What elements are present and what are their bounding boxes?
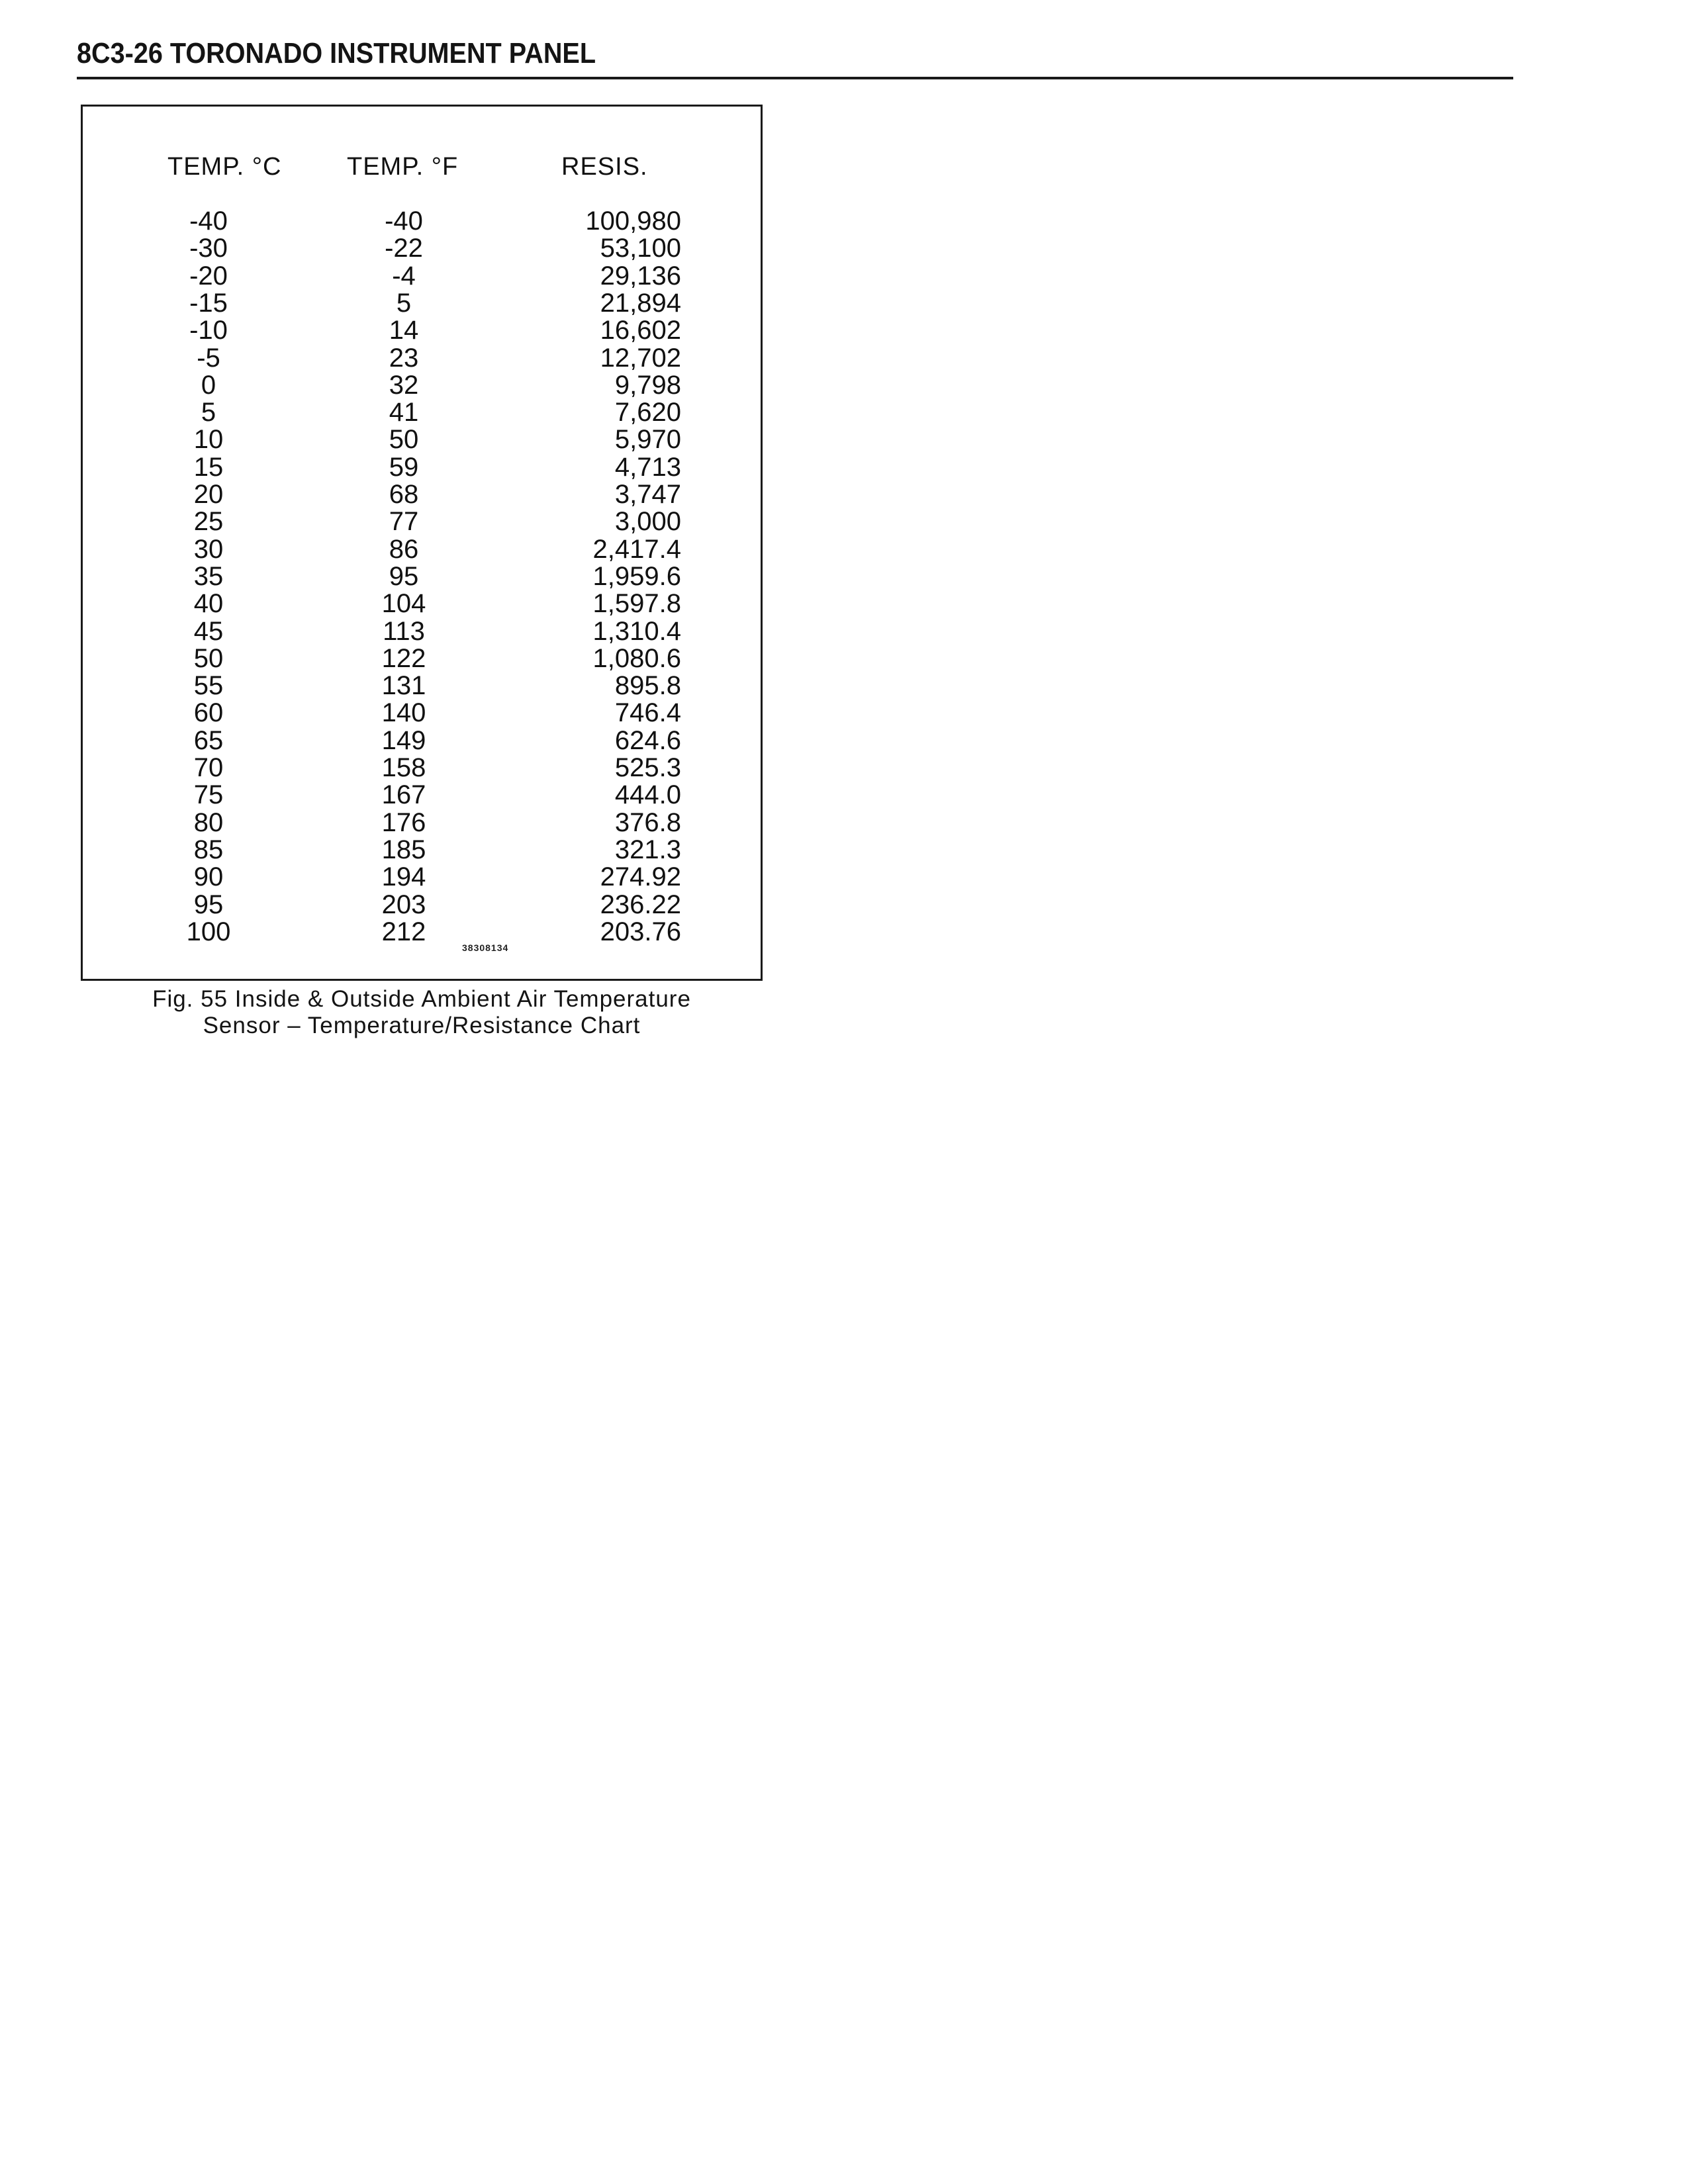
cell-temp-f: 95	[389, 561, 419, 591]
temperature-resistance-table	[81, 105, 763, 981]
column-headers	[83, 153, 761, 181]
table-row	[83, 809, 761, 837]
cell-temp-c: 65	[193, 725, 224, 755]
cell-temp-f: 131	[381, 671, 426, 701]
cell-resistance: 895.8	[614, 671, 681, 701]
caption-line-2: Sensor – Temperature/Resistance Chart	[203, 1013, 641, 1038]
table-row	[83, 453, 761, 481]
table-row	[83, 316, 761, 344]
cell-temp-c: 40	[193, 589, 224, 619]
cell-temp-c: -30	[189, 234, 228, 263]
cell-resistance: 9,798	[614, 370, 681, 400]
table-row	[83, 508, 761, 535]
table-row	[83, 262, 761, 290]
cell-resistance: 1,310.4	[592, 616, 681, 646]
cell-temp-c: 15	[193, 452, 224, 482]
cell-temp-f: 176	[381, 807, 426, 837]
cell-temp-f: 68	[389, 480, 419, 509]
table-row	[83, 836, 761, 864]
cell-temp-c: 0	[201, 370, 216, 400]
cell-resistance: 444.0	[614, 780, 681, 810]
cell-temp-f: 140	[381, 698, 426, 728]
cell-temp-c: 80	[193, 807, 224, 837]
cell-resistance: 274.92	[600, 862, 681, 892]
cell-temp-f: 50	[389, 425, 419, 455]
cell-temp-c: -5	[197, 343, 220, 373]
cell-temp-c: -10	[189, 316, 228, 345]
cell-resistance: 7,620	[614, 398, 681, 428]
cell-temp-c: 55	[193, 671, 224, 701]
cell-temp-f: 185	[381, 835, 426, 864]
cell-resistance: 2,417.4	[592, 534, 681, 564]
cell-resistance: 624.6	[614, 725, 681, 755]
table-row	[83, 863, 761, 891]
cell-temp-f: 194	[381, 862, 426, 892]
cell-temp-f: 113	[383, 616, 425, 646]
cell-temp-c: 60	[193, 698, 224, 728]
cell-resistance: 321.3	[614, 835, 681, 864]
cell-temp-f: 32	[389, 370, 419, 400]
cell-temp-c: -40	[189, 206, 228, 236]
cell-resistance: 16,602	[600, 316, 681, 345]
cell-temp-c: 50	[193, 643, 224, 673]
cell-resistance: 746.4	[614, 698, 681, 728]
cell-temp-c: 100	[186, 917, 231, 946]
cell-temp-f: 158	[381, 753, 426, 782]
cell-resistance: 203.76	[600, 917, 681, 946]
cell-resistance: 1,080.6	[592, 643, 681, 673]
cell-temp-c: 45	[193, 616, 224, 646]
page-header: 8C3-26 TORONADO INSTRUMENT PANEL	[77, 37, 596, 69]
cell-resistance: 376.8	[614, 807, 681, 837]
cell-temp-f: 59	[389, 452, 419, 482]
header-resistance: RESIS.	[561, 153, 648, 181]
table-row	[83, 727, 761, 754]
cell-resistance: 12,702	[600, 343, 681, 373]
header-rule	[77, 77, 1513, 79]
cell-temp-f: -4	[392, 261, 416, 291]
table-row	[83, 781, 761, 809]
cell-temp-c: 75	[193, 780, 224, 810]
table-row	[83, 617, 761, 645]
cell-temp-f: 77	[389, 507, 419, 537]
table-row	[83, 289, 761, 317]
cell-temp-f: 86	[389, 534, 419, 564]
cell-resistance: 100,980	[585, 206, 681, 236]
cell-temp-f: 212	[381, 917, 426, 946]
caption-line-1: Fig. 55 Inside & Outside Ambient Air Temperature	[152, 986, 691, 1012]
table-row	[83, 754, 761, 782]
figure-caption	[81, 986, 763, 1039]
cell-temp-c: -15	[189, 288, 228, 318]
table-row	[83, 645, 761, 672]
cell-temp-c: 5	[201, 398, 216, 428]
cell-temp-f: 23	[389, 343, 419, 373]
table-row	[83, 535, 761, 563]
table-row	[83, 426, 761, 453]
cell-temp-c: 20	[193, 480, 224, 509]
cell-temp-f: 5	[396, 288, 412, 318]
table-row	[83, 891, 761, 919]
cell-temp-c: 95	[193, 889, 224, 919]
cell-resistance: 21,894	[600, 288, 681, 318]
cell-temp-f: 167	[381, 780, 426, 810]
cell-temp-f: -22	[385, 234, 423, 263]
table-row	[83, 480, 761, 508]
cell-resistance: 525.3	[614, 753, 681, 782]
cell-temp-f: 104	[381, 589, 426, 619]
table-row	[83, 918, 761, 946]
cell-temp-c: 90	[193, 862, 224, 892]
cell-resistance: 53,100	[600, 234, 681, 263]
cell-temp-f: 203	[381, 889, 426, 919]
cell-resistance: 1,597.8	[592, 589, 681, 619]
cell-resistance: 4,713	[614, 452, 681, 482]
table-row	[83, 207, 761, 235]
cell-temp-f: -40	[385, 206, 423, 236]
cell-resistance: 29,136	[600, 261, 681, 291]
cell-temp-f: 149	[381, 725, 426, 755]
cell-temp-f: 41	[389, 398, 419, 428]
figure-code: 38308134	[462, 942, 509, 953]
cell-temp-c: 35	[193, 561, 224, 591]
cell-temp-f: 122	[381, 643, 426, 673]
table-row	[83, 344, 761, 372]
cell-temp-c: 70	[193, 753, 224, 782]
cell-temp-c: 30	[193, 534, 224, 564]
table-row	[83, 672, 761, 700]
cell-resistance: 236.22	[600, 889, 681, 919]
table-row	[83, 398, 761, 426]
cell-temp-c: 85	[193, 835, 224, 864]
header-temp-c: TEMP. °C	[167, 153, 282, 181]
cell-temp-c: -20	[189, 261, 228, 291]
cell-resistance: 3,747	[614, 480, 681, 509]
cell-resistance: 5,970	[614, 425, 681, 455]
table-row	[83, 699, 761, 727]
cell-temp-c: 10	[193, 425, 224, 455]
table-row	[83, 590, 761, 617]
table-row	[83, 563, 761, 590]
cell-resistance: 1,959.6	[592, 561, 681, 591]
cell-resistance: 3,000	[614, 507, 681, 537]
table-row	[83, 234, 761, 262]
header-temp-f: TEMP. °F	[347, 153, 459, 181]
cell-temp-f: 14	[389, 316, 419, 345]
cell-temp-c: 25	[193, 507, 224, 537]
table-row	[83, 371, 761, 399]
